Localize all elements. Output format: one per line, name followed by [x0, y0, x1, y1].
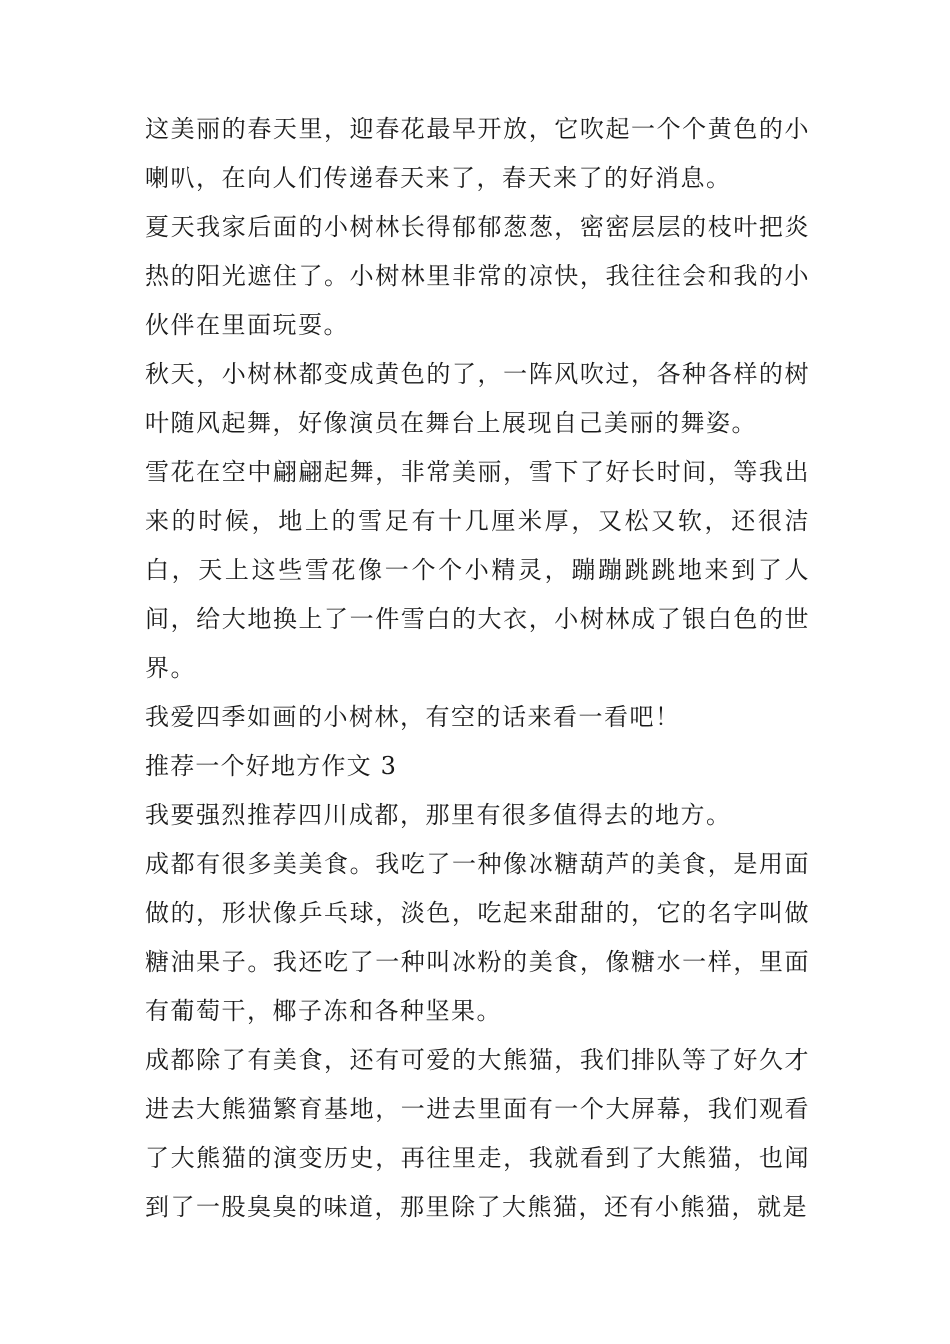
essay-heading: 推荐一个好地方作文 3 [145, 752, 398, 780]
paragraph-summer: 夏天我家后面的小树林长得郁郁葱葱，密密层层的枝叶把炎热的阳光遮住了。小树林里非常的凉快，我往往会和我的小伙伴在里面玩耍。 [145, 213, 810, 339]
paragraph-closing: 我爱四季如画的小树林，有空的话来看一看吧！ [145, 703, 681, 731]
paragraph-winter: 雪花在空中翩翩起舞，非常美丽，雪下了好长时间，等我出来的时候，地上的雪足有十几厘米厚，又松又软，还很洁白，天上这些雪花像一个个小精灵，蹦蹦跳跳地来到了人间，给大地换上了一件雪白的大衣，小树林成了银白色的世界。 [145, 458, 810, 682]
document-body [145, 105, 810, 1232]
paragraph-panda: 成都除了有美食，还有可爱的大熊猫，我们排队等了好久才进去大熊猫繁育基地，一进去里面有一个大屏幕，我们观看了大熊猫的演变历史，再往里走，我就看到了大熊猫，也闻到了一股臭臭的味道，那里除了大熊猫，还有小熊猫，就是 [145, 1046, 810, 1221]
paragraph-food: 成都有很多美美食。我吃了一种像冰糖葫芦的美食，是用面做的，形状像乒乓球，淡色，吃起来甜甜的，它的名字叫做糖油果子。我还吃了一种叫冰粉的美食，像糖水一样，里面有葡萄干，椰子冻和各种坚果。 [145, 850, 810, 1025]
paragraph-spring: 这美丽的春天里，迎春花最早开放，它吹起一个个黄色的小喇叭，在向人们传递春天来了，春天来了的好消息。 [145, 115, 810, 192]
paragraph-intro-chengdu: 我要强烈推荐四川成都，那里有很多值得去的地方。 [145, 801, 732, 829]
paragraph-autumn: 秋天，小树林都变成黄色的了，一阵风吹过，各种各样的树叶随风起舞，好像演员在舞台上展现自己美丽的舞姿。 [145, 360, 810, 437]
